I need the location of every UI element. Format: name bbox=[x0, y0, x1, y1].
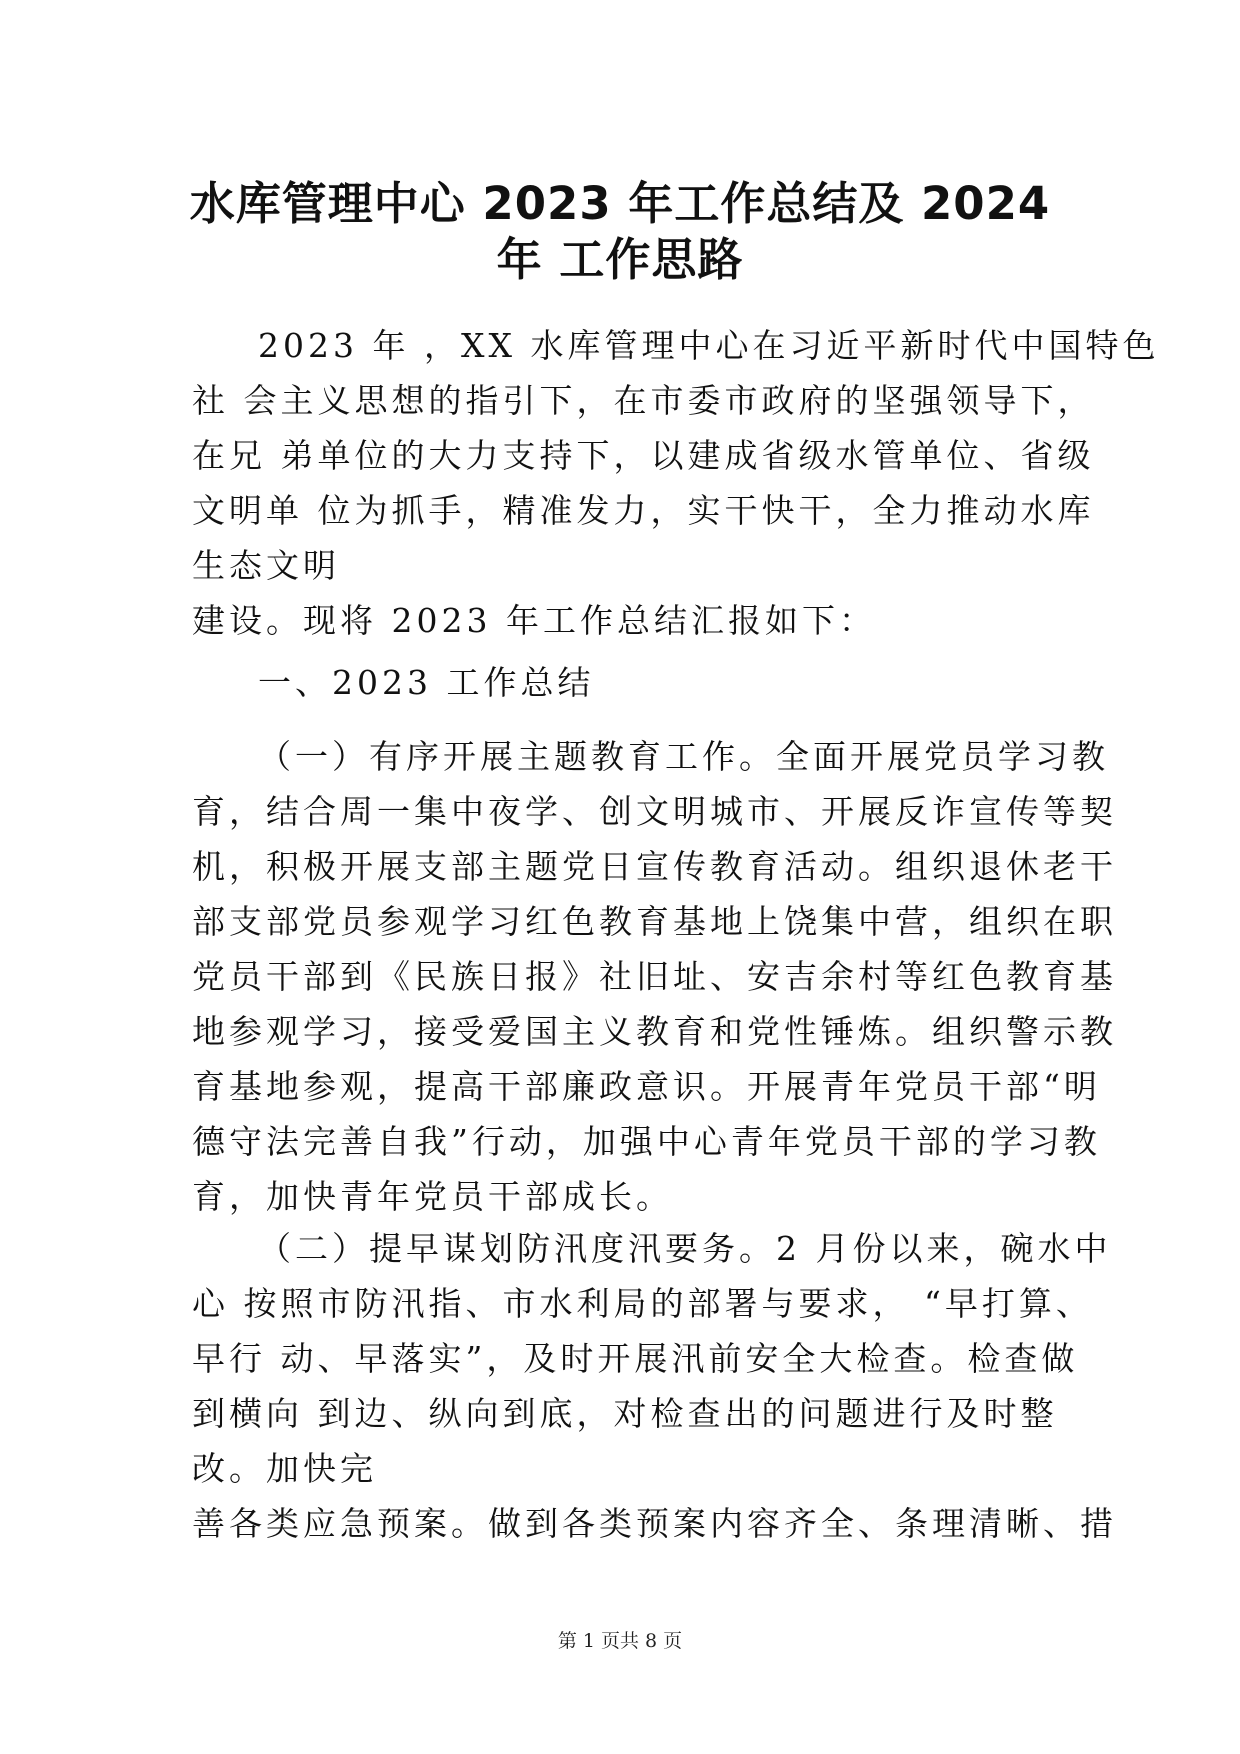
item1-line: 德守法完善自我”行动，加强中心青年党员干部的学习教 bbox=[192, 1122, 1101, 1161]
item1-line: 党员干部到《民族日报》社旧址、安吉余村等红色教育基 bbox=[192, 957, 1117, 996]
item2-line: 善各类应急预案。做到各类预案内容齐全、条理清晰、措 bbox=[192, 1504, 1117, 1543]
intro-line: 生态文明 bbox=[192, 546, 340, 585]
item2-line: 早行 动、早落实”，及时开展汛前安全大检查。检查做 bbox=[192, 1339, 1079, 1378]
item1-line: 育，加快青年党员干部成长。 bbox=[192, 1177, 673, 1216]
item2-paragraph bbox=[192, 1221, 1117, 1551]
intro-paragraph bbox=[192, 318, 1160, 648]
item2-line: 心 按照市防汛指、市水利局的部署与要求， “早打算、 bbox=[192, 1284, 1093, 1323]
intro-line: 文明单 位为抓手，精准发力，实干快干，全力推动水库 bbox=[192, 491, 1095, 530]
intro-line: 建设。现将 2023 年工作总结汇报如下： bbox=[192, 601, 876, 640]
section1-heading: 一、2023 工作总结 bbox=[258, 663, 595, 702]
document-title-line2: 年 工作思路 bbox=[496, 233, 744, 286]
item2-line: 到横向 到边、纵向到底，对检查出的问题进行及时整 bbox=[192, 1394, 1058, 1433]
page-number-footer: 第 1 页共 8 页 bbox=[557, 1630, 683, 1652]
intro-line: 在兄 弟单位的大力支持下，以建成省级水管单位、省级 bbox=[192, 436, 1095, 475]
item1-line: 育，结合周一集中夜学、创文明城市、开展反诈宣传等契 bbox=[192, 792, 1117, 831]
item2-line: 改。加快完 bbox=[192, 1449, 377, 1488]
section1-heading-block bbox=[192, 655, 1054, 710]
item1-line: 部支部党员参观学习红色教育基地上饶集中营，组织在职 bbox=[192, 902, 1117, 941]
item1-line: 育基地参观，提高干部廉政意识。开展青年党员干部“明 bbox=[192, 1067, 1101, 1106]
intro-line: 2023 年 ，XX 水库管理中心在习近平新时代中国特色 bbox=[258, 326, 1160, 365]
item1-line: 地参观学习，接受爱国主义教育和党性锤炼。组织警示教 bbox=[192, 1012, 1117, 1051]
item1-line: 机，积极开展支部主题党日宣传教育活动。组织退休老干 bbox=[192, 847, 1117, 886]
item1-line: （一）有序开展主题教育工作。全面开展党员学习教 bbox=[258, 737, 1109, 776]
item1-paragraph bbox=[192, 729, 1117, 1224]
intro-line: 社 会主义思想的指引下，在市委市政府的坚强领导下， bbox=[192, 381, 1095, 420]
document-title-line1: 水库管理中心 2023 年工作总结及 2024 bbox=[189, 177, 1051, 230]
item2-line: （二）提早谋划防汛度汛要务。2 月份以来，碗水中 bbox=[258, 1229, 1112, 1268]
